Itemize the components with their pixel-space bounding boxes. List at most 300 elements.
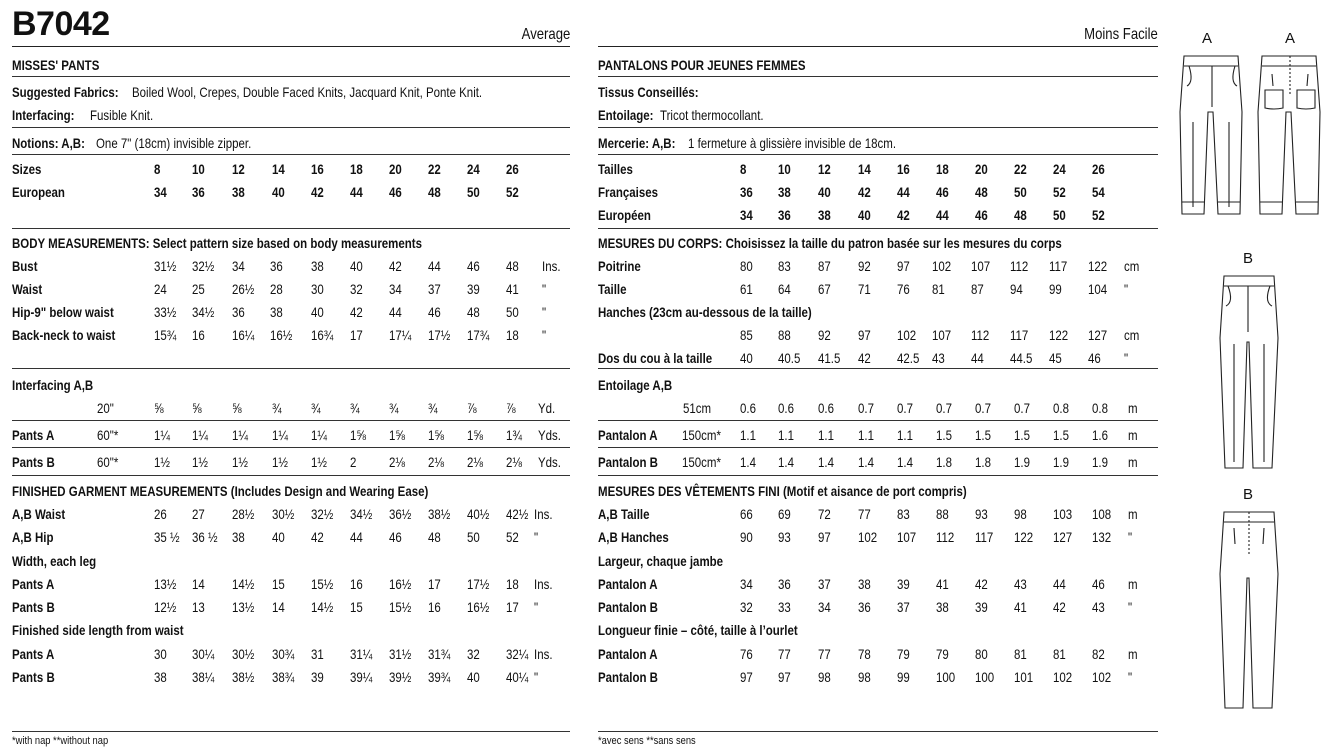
garment-illustrations <box>1168 0 1330 747</box>
divider <box>598 368 1158 369</box>
value-cell: 99 <box>897 669 910 685</box>
value-cell: 30½ <box>272 506 295 522</box>
value-cell: 44 <box>350 184 363 200</box>
value-cell: 46 <box>389 529 402 545</box>
value-cell: 97 <box>740 669 753 685</box>
value-cell: 1½ <box>232 454 248 470</box>
value-cell: 97 <box>778 669 791 685</box>
value-cell: 32 <box>350 281 363 297</box>
value-cell: 40 <box>467 669 480 685</box>
row-label: Pants B <box>12 454 55 470</box>
value-cell: 22 <box>428 161 441 177</box>
value-cell: 99 <box>1049 281 1062 297</box>
value-cell: 37 <box>897 599 910 615</box>
divider <box>12 154 570 155</box>
row-label: Pantalon B <box>598 599 658 615</box>
value-cell: 122 <box>1014 529 1034 545</box>
value-cell: 0.8 <box>1092 400 1108 416</box>
value-cell: 18 <box>506 576 519 592</box>
unit-label: Yds. <box>538 427 561 443</box>
row-label: Pants B <box>12 599 55 615</box>
value-cell: 26½ <box>232 281 255 297</box>
value-cell: 40¼ <box>506 669 529 685</box>
value-cell: 1.5 <box>1014 427 1030 443</box>
value-cell: 16½ <box>467 599 490 615</box>
value-cell: 31½ <box>389 646 412 662</box>
finished-measurements-title: MESURES DES VÊTEMENTS FINI (Motif et aisance de port compris) <box>598 483 967 499</box>
row-label: Françaises <box>598 184 659 200</box>
value-cell: 40 <box>740 350 753 366</box>
value-cell: 46 <box>1088 350 1101 366</box>
value-cell: 17¾ <box>467 327 490 343</box>
value-cell: 38 <box>232 184 245 200</box>
value-cell: 1.8 <box>936 454 952 470</box>
value-cell: 26 <box>1092 161 1105 177</box>
value-cell: ¾ <box>428 400 438 416</box>
row-label: Pants A <box>12 427 55 443</box>
value-cell: 104 <box>1088 281 1108 297</box>
value-cell: 102 <box>897 327 917 343</box>
value-cell: 16½ <box>270 327 293 343</box>
value-cell: 44 <box>971 350 984 366</box>
unit-label: " <box>534 529 539 545</box>
value-cell: 83 <box>778 258 791 274</box>
value-cell: 16 <box>350 576 363 592</box>
row-label: Pants A <box>12 576 55 592</box>
divider <box>12 447 570 448</box>
value-cell: 2⅛ <box>506 454 522 470</box>
value-cell: 1⅝ <box>350 427 366 443</box>
unit-label: " <box>534 669 539 685</box>
value-cell: 38½ <box>232 669 255 685</box>
value-cell: 67 <box>818 281 831 297</box>
value-cell: 48 <box>467 304 480 320</box>
value-cell: 30 <box>311 281 324 297</box>
value-cell: 42 <box>858 350 871 366</box>
value-cell: 76 <box>897 281 910 297</box>
suggested-fabrics-text: Boiled Wool, Crepes, Double Faced Knits, Jacquard Knit, Ponte Knit. <box>132 84 483 100</box>
value-cell: 38½ <box>428 506 451 522</box>
value-cell: 34 <box>154 184 167 200</box>
value-cell: 8 <box>154 161 161 177</box>
value-cell: 42.5 <box>897 350 920 366</box>
value-cell: 36 <box>778 207 791 223</box>
unit-label: cm <box>1124 258 1140 274</box>
value-cell: 80 <box>740 258 753 274</box>
fabric-width: 150cm* <box>682 427 721 443</box>
value-cell: 17¼ <box>389 327 412 343</box>
value-cell: 35 ½ <box>154 529 180 545</box>
value-cell: 38 <box>311 258 324 274</box>
row-label: A,B Taille <box>598 506 650 522</box>
value-cell: 17½ <box>428 327 451 343</box>
value-cell: 16½ <box>389 576 412 592</box>
value-cell: 76 <box>740 646 753 662</box>
value-cell: 92 <box>818 327 831 343</box>
unit-label: " <box>542 281 547 297</box>
body-measurements-title: MESURES DU CORPS: Choisissez la taille du patron basée sur les mesures du corps <box>598 235 1062 251</box>
value-cell: 15½ <box>311 576 334 592</box>
divider <box>12 127 570 128</box>
value-cell: 39¼ <box>350 669 373 685</box>
value-cell: 25 <box>192 281 205 297</box>
value-cell: 112 <box>936 529 955 545</box>
english-column <box>12 0 570 747</box>
value-cell: 92 <box>858 258 871 274</box>
value-cell: 32½ <box>311 506 334 522</box>
value-cell: 0.8 <box>1053 400 1069 416</box>
value-cell: 102 <box>858 529 878 545</box>
row-label: Pantalon B <box>598 454 658 470</box>
value-cell: 127 <box>1053 529 1073 545</box>
value-cell: 81 <box>932 281 945 297</box>
divider <box>12 368 570 369</box>
value-cell: 36 <box>232 304 245 320</box>
value-cell: 42 <box>389 258 402 274</box>
row-label: Pants B <box>12 669 55 685</box>
pants-a-front-drawing <box>1176 52 1248 218</box>
value-cell: 122 <box>1088 258 1108 274</box>
french-column <box>598 0 1158 747</box>
value-cell: 100 <box>975 669 995 685</box>
value-cell: 88 <box>778 327 791 343</box>
value-cell: 1¼ <box>154 427 170 443</box>
unit-label: " <box>534 599 539 615</box>
value-cell: 40 <box>272 184 285 200</box>
value-cell: 64 <box>778 281 791 297</box>
value-cell: 1½ <box>154 454 170 470</box>
interfacing-text: Tricot thermocollant. <box>660 107 764 123</box>
value-cell: 31¼ <box>350 646 373 662</box>
value-cell: 13 <box>192 599 205 615</box>
value-cell: 31 <box>311 646 324 662</box>
value-cell: ⅝ <box>154 400 164 416</box>
value-cell: 33½ <box>154 304 177 320</box>
value-cell: 42½ <box>506 506 529 522</box>
value-cell: 79 <box>936 646 949 662</box>
value-cell: 0.6 <box>778 400 794 416</box>
unit-label: " <box>1128 529 1133 545</box>
row-label: Bust <box>12 258 38 274</box>
value-cell: 0.7 <box>1014 400 1030 416</box>
value-cell: 1¼ <box>232 427 248 443</box>
row-label: Européen <box>598 207 651 223</box>
value-cell: 16¾ <box>311 327 334 343</box>
interfacing-label: Interfacing: <box>12 107 75 123</box>
row-label: Poitrine <box>598 258 641 274</box>
value-cell: 32 <box>740 599 753 615</box>
value-cell: 97 <box>858 327 871 343</box>
value-cell: 16 <box>428 599 441 615</box>
value-cell: ¾ <box>311 400 321 416</box>
row-label: Waist <box>12 281 43 297</box>
row-label: Pantalon A <box>598 646 658 662</box>
value-cell: 50 <box>467 184 480 200</box>
value-cell: 82 <box>1092 646 1105 662</box>
value-cell: 34½ <box>350 506 373 522</box>
fabric-width: 60"* <box>97 427 119 443</box>
value-cell: 102 <box>1092 669 1112 685</box>
unit-label: Ins. <box>542 258 561 274</box>
value-cell: 1.1 <box>778 427 794 443</box>
value-cell: 0.6 <box>740 400 756 416</box>
value-cell: 45 <box>1049 350 1062 366</box>
value-cell: 15 <box>350 599 363 615</box>
value-cell: 14½ <box>232 576 255 592</box>
value-cell: 36 <box>192 184 205 200</box>
french-table <box>598 0 1158 747</box>
value-cell: 44 <box>350 529 363 545</box>
value-cell: 26 <box>154 506 167 522</box>
value-cell: 48 <box>975 184 988 200</box>
value-cell: 12 <box>232 161 245 177</box>
value-cell: 1½ <box>272 454 288 470</box>
value-cell: 18 <box>350 161 363 177</box>
row-label: Pantalon A <box>598 427 658 443</box>
value-cell: 42 <box>311 529 324 545</box>
value-cell: 40.5 <box>778 350 801 366</box>
value-cell: 16 <box>897 161 910 177</box>
value-cell: 2⅛ <box>467 454 483 470</box>
value-cell: 83 <box>897 506 910 522</box>
value-cell: 42 <box>1053 599 1066 615</box>
value-cell: 48 <box>506 258 519 274</box>
value-cell: 46 <box>428 304 441 320</box>
value-cell: 1¼ <box>192 427 208 443</box>
value-cell: 42 <box>975 576 988 592</box>
unit-label: m <box>1128 576 1138 592</box>
value-cell: 69 <box>778 506 791 522</box>
footnote: *with nap **without nap <box>12 735 109 747</box>
value-cell: 40 <box>350 258 363 274</box>
value-cell: 50 <box>1014 184 1027 200</box>
value-cell: 36 <box>270 258 283 274</box>
value-cell: 107 <box>932 327 952 343</box>
suggested-fabrics-label: Suggested Fabrics: <box>12 84 119 100</box>
value-cell: 27 <box>192 506 205 522</box>
value-cell: 1.6 <box>1092 427 1108 443</box>
value-cell: 36 <box>858 599 871 615</box>
value-cell: 98 <box>818 669 831 685</box>
unit-label: m <box>1128 646 1138 662</box>
value-cell: 50 <box>1053 207 1066 223</box>
value-cell: 43 <box>1014 576 1027 592</box>
value-cell: 41.5 <box>818 350 841 366</box>
value-cell: 127 <box>1088 327 1108 343</box>
value-cell: 0.7 <box>897 400 913 416</box>
value-cell: 77 <box>818 646 831 662</box>
value-cell: 40½ <box>467 506 490 522</box>
value-cell: 1⅝ <box>467 427 483 443</box>
unit-label: m <box>1128 506 1138 522</box>
row-label: Dos du cou à la taille <box>598 350 713 366</box>
value-cell: 48 <box>428 529 441 545</box>
row-label: Pants A <box>12 646 55 662</box>
value-cell: 42 <box>858 184 871 200</box>
value-cell: 44 <box>936 207 949 223</box>
divider <box>12 475 570 476</box>
value-cell: 14 <box>272 599 285 615</box>
divider <box>12 420 570 421</box>
value-cell: 1⅝ <box>389 427 405 443</box>
value-cell: 32½ <box>192 258 215 274</box>
value-cell: 1¾ <box>506 427 522 443</box>
view-b-front-label: B <box>1243 250 1254 267</box>
value-cell: 28 <box>270 281 283 297</box>
value-cell: 34 <box>740 576 753 592</box>
value-cell: 46 <box>389 184 402 200</box>
value-cell: 30½ <box>232 646 255 662</box>
row-label: Taille <box>598 281 627 297</box>
value-cell: 34 <box>232 258 245 274</box>
value-cell: 41 <box>936 576 949 592</box>
value-cell: 44 <box>428 258 441 274</box>
value-cell: 12 <box>818 161 831 177</box>
value-cell: 48 <box>1014 207 1027 223</box>
value-cell: 14 <box>858 161 871 177</box>
value-cell: 43 <box>932 350 945 366</box>
value-cell: 17 <box>428 576 441 592</box>
value-cell: 100 <box>936 669 956 685</box>
pattern-number: B7042 <box>12 5 110 43</box>
row-label: A,B Hip <box>12 529 54 545</box>
value-cell: 1.9 <box>1092 454 1108 470</box>
value-cell: 85 <box>740 327 753 343</box>
value-cell: 1.1 <box>818 427 834 443</box>
difficulty-level: Average <box>521 26 570 43</box>
value-cell: 12½ <box>154 599 177 615</box>
row-label: A,B Hanches <box>598 529 669 545</box>
value-cell: 0.7 <box>936 400 952 416</box>
divider <box>598 420 1158 421</box>
value-cell: 52 <box>506 529 519 545</box>
value-cell: 30 <box>154 646 167 662</box>
value-cell: ⅞ <box>506 400 516 416</box>
value-cell: 36½ <box>389 506 412 522</box>
value-cell: 81 <box>1053 646 1066 662</box>
value-cell: 1.9 <box>1014 454 1030 470</box>
value-cell: 1.1 <box>740 427 756 443</box>
value-cell: 14 <box>192 576 205 592</box>
value-cell: 24 <box>467 161 480 177</box>
value-cell: 88 <box>936 506 949 522</box>
value-cell: 16 <box>192 327 205 343</box>
value-cell: 38 <box>858 576 871 592</box>
value-cell: 52 <box>1092 207 1105 223</box>
value-cell: 38 <box>778 184 791 200</box>
value-cell: 1.8 <box>975 454 991 470</box>
value-cell: 13½ <box>154 576 177 592</box>
divider <box>598 228 1158 229</box>
notions-text: One 7" (18cm) invisible zipper. <box>96 135 252 151</box>
value-cell: 44.5 <box>1010 350 1033 366</box>
value-cell: 17 <box>506 599 519 615</box>
value-cell: 1.5 <box>975 427 991 443</box>
value-cell: 81 <box>1014 646 1027 662</box>
value-cell: 93 <box>778 529 791 545</box>
value-cell: 48 <box>428 184 441 200</box>
divider <box>598 731 1158 732</box>
value-cell: 61 <box>740 281 753 297</box>
row-label: Back-neck to waist <box>12 327 116 343</box>
value-cell: 102 <box>1053 669 1073 685</box>
value-cell: 103 <box>1053 506 1073 522</box>
unit-label: Ins. <box>534 506 553 522</box>
divider <box>12 76 570 77</box>
value-cell: 10 <box>778 161 791 177</box>
unit-label: m <box>1128 454 1138 470</box>
value-cell: 36 <box>778 576 791 592</box>
pants-b-back-drawing <box>1218 508 1280 712</box>
value-cell: ⅝ <box>232 400 242 416</box>
value-cell: 20 <box>975 161 988 177</box>
value-cell: 18 <box>936 161 949 177</box>
value-cell: 15½ <box>389 599 412 615</box>
value-cell: 1.5 <box>1053 427 1069 443</box>
section-title: PANTALONS POUR JEUNES FEMMES <box>598 57 806 73</box>
value-cell: 2 <box>350 454 357 470</box>
finished-measurements-title: FINISHED GARMENT MEASUREMENTS (Includes Design and Wearing Ease) <box>12 483 429 499</box>
divider <box>598 76 1158 77</box>
divider <box>598 127 1158 128</box>
value-cell: 0.7 <box>975 400 991 416</box>
value-cell: 2⅛ <box>428 454 444 470</box>
value-cell: 0.6 <box>818 400 834 416</box>
value-cell: 14½ <box>311 599 334 615</box>
value-cell: 132 <box>1092 529 1112 545</box>
value-cell: 31½ <box>154 258 177 274</box>
unit-label: " <box>1124 281 1129 297</box>
value-cell: 1.1 <box>897 427 913 443</box>
value-cell: 8 <box>740 161 747 177</box>
value-cell: 117 <box>1010 327 1029 343</box>
value-cell: 1.4 <box>897 454 913 470</box>
row-label: Sizes <box>12 161 42 177</box>
value-cell: 22 <box>1014 161 1027 177</box>
value-cell: 36 ½ <box>192 529 218 545</box>
row-label: Hip-9" below waist <box>12 304 114 320</box>
value-cell: 80 <box>975 646 988 662</box>
english-table <box>12 0 570 747</box>
leg-width-title: Largeur, chaque jambe <box>598 553 724 569</box>
value-cell: 87 <box>818 258 831 274</box>
unit-label: " <box>542 304 547 320</box>
value-cell: 112 <box>971 327 990 343</box>
value-cell: 20 <box>389 161 402 177</box>
value-cell: 30¼ <box>192 646 215 662</box>
divider <box>598 475 1158 476</box>
value-cell: 39 <box>975 599 988 615</box>
value-cell: 1.4 <box>778 454 794 470</box>
value-cell: 44 <box>1053 576 1066 592</box>
section-title: MISSES' PANTS <box>12 57 100 73</box>
value-cell: 1½ <box>311 454 327 470</box>
value-cell: 37 <box>818 576 831 592</box>
unit-label: " <box>1128 599 1133 615</box>
value-cell: 79 <box>897 646 910 662</box>
value-cell: 101 <box>1014 669 1034 685</box>
value-cell: 26 <box>506 161 519 177</box>
interfacing-table-title: Interfacing A,B <box>12 377 94 393</box>
value-cell: 31¾ <box>428 646 451 662</box>
value-cell: 122 <box>1049 327 1069 343</box>
value-cell: 15 <box>272 576 285 592</box>
value-cell: 98 <box>1014 506 1027 522</box>
value-cell: ¾ <box>272 400 282 416</box>
value-cell: 108 <box>1092 506 1112 522</box>
value-cell: 1.4 <box>818 454 834 470</box>
divider <box>12 228 570 229</box>
